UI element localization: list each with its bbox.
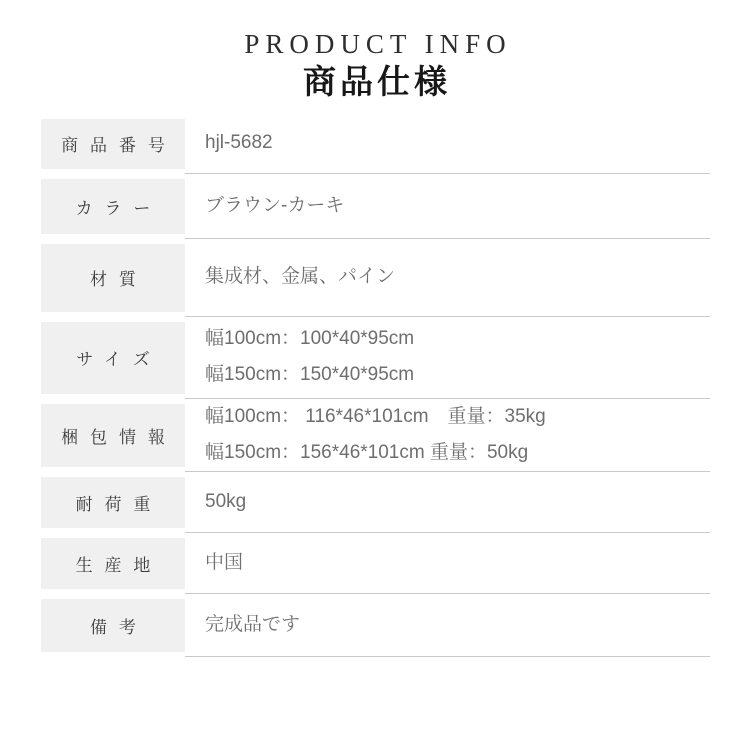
- spec-row-material: [41, 239, 710, 317]
- spec-table: [41, 114, 710, 657]
- spec-value-line: 中国: [205, 551, 244, 573]
- spec-value-production-country: [185, 533, 710, 594]
- spec-row-load-capacity: [41, 472, 710, 533]
- spec-label-size: サイズ: [41, 322, 185, 394]
- spec-label-remarks: 備考: [41, 599, 185, 652]
- spec-value-packing-info: [185, 399, 710, 472]
- spec-value-color: [185, 174, 710, 239]
- spec-row-packing-info: [41, 399, 710, 472]
- spec-value-line: 幅150cm：156*46*101cm 重量：50kg: [205, 441, 529, 463]
- spec-label-item-number: 商品番号: [41, 119, 185, 169]
- spec-value-line: 幅100cm： 116*46*101cm 重量：35kg: [205, 405, 546, 427]
- spec-label-load-capacity: 耐荷重: [41, 477, 185, 528]
- spec-value-line: 完成品です: [205, 613, 301, 635]
- spec-value-line: ブラウン-カーキ: [205, 194, 345, 216]
- spec-value-line: 50kg: [205, 490, 247, 512]
- spec-value-remarks: [185, 594, 710, 657]
- spec-value-line: 幅100cm：100*40*95cm: [205, 328, 415, 350]
- spec-value-line: 幅150cm：150*40*95cm: [205, 364, 415, 386]
- spec-row-remarks: [41, 594, 710, 657]
- spec-row-item-number: [41, 114, 710, 174]
- spec-value-item-number: [185, 114, 710, 174]
- spec-label-production-country: 生産地: [41, 538, 185, 589]
- spec-value-size: [185, 317, 710, 399]
- page-title-english: PRODUCT INFO: [244, 29, 512, 59]
- page-title-japanese: 商品仕様: [303, 62, 451, 100]
- spec-row-size: [41, 317, 710, 399]
- spec-value-line: 集成材、金属、パイン: [205, 266, 396, 288]
- spec-value-line: hjl-5682: [205, 132, 273, 154]
- spec-label-color: カラー: [41, 179, 185, 234]
- spec-value-load-capacity: [185, 472, 710, 533]
- spec-value-material: [185, 239, 710, 317]
- spec-label-material: 材質: [41, 244, 185, 312]
- spec-label-packing-info: 梱包情報: [41, 404, 185, 467]
- spec-row-color: [41, 174, 710, 239]
- spec-row-production-country: [41, 533, 710, 594]
